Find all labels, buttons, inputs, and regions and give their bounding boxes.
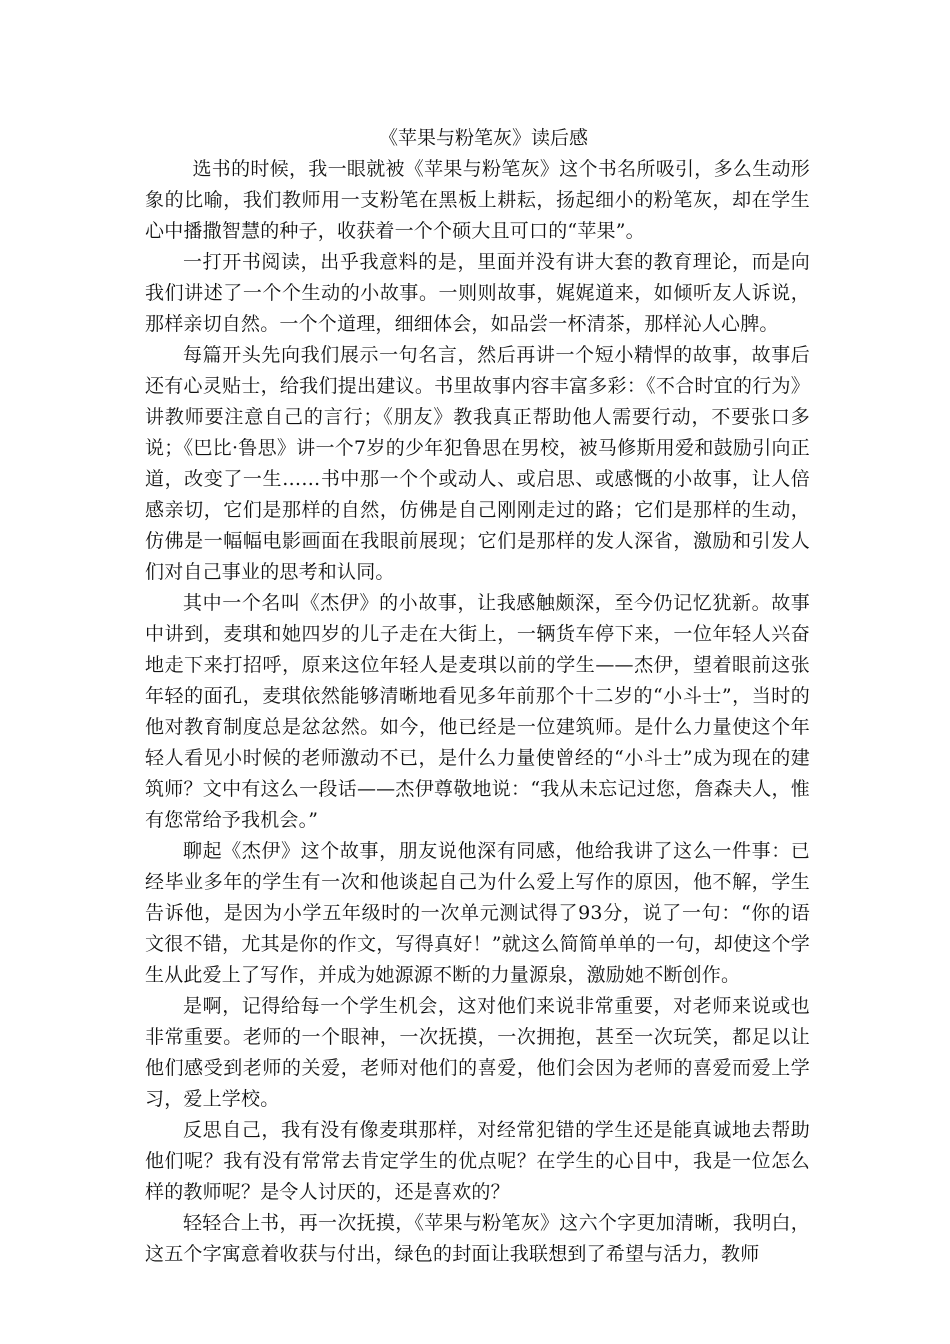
- paragraph-1: 选书的时候，我一眼就被《苹果与粉笔灰》这个书名所吸引，多么生动形象的比喻，我们教师用一支粉笔在黑板上耕耘，扬起细小的粉笔灰，却在学生心中播撒智慧的种子，收获着一个个硕大且可口的“苹果”。: [145, 158, 810, 242]
- document-title: 《苹果与粉笔灰》读后感: [378, 127, 588, 149]
- paragraph-3: 每篇开头先向我们展示一句名言，然后再讲一个短小精悍的故事，故事后还有心灵贴士，给我们提出建议。书里故事内容丰富多彩：《不合时宜的行为》讲教师要注意自己的言行；《朋友》教我真正帮助他人需要行动，不要张口多说；《巴比·鲁思》讲一个7岁的少年犯鲁思在男校，被马修斯用爱和鼓励引向正道，改变了一生……书中那一个个或动人、或启思、或感慨的小故事，让人倍感亲切，它们是那样的自然，仿佛是自己刚刚走过的路；它们是那样的生动，仿佛是一幅幅电影画面在我眼前展现；它们是那样的发人深省，激励和引发人们对自己事业的思考和认同。: [145, 344, 810, 583]
- paragraph-5: 聊起《杰伊》这个故事，朋友说他深有同感，他给我讲了这么一件事：已经毕业多年的学生有一次和他谈起自己为什么爱上写作的原因，他不解，学生告诉他，是因为小学五年级时的一次单元测试得了93分，说了一句：“你的语文很不错，尤其是你的作文，写得真好！”就这么简简单单的一句，却使这个学生从此爱上了写作，并成为她源源不断的力量源泉，激励她不断创作。: [145, 840, 810, 986]
- paragraph-2: 一打开书阅读，出乎我意料的是，里面并没有讲大套的教育理论，而是向我们讲述了一个个生动的小故事。一则则故事，娓娓道来，如倾听友人诉说，那样亲切自然。一个个道理，细细体会，如品尝一杯清茶，那样沁人心脾。: [145, 251, 810, 335]
- paragraph-8: 轻轻合上书，再一次抚摸，《苹果与粉笔灰》这六个字更加清晰，我明白，这五个字寓意着收获与付出，绿色的封面让我联想到了希望与活力，教师: [145, 1212, 810, 1265]
- document-page: [145, 122, 810, 1270]
- paragraph-4: 其中一个名叫《杰伊》的小故事，让我感触颇深，至今仍记忆犹新。故事中讲到，麦琪和她四岁的儿子走在大街上，一辆货车停下来，一位年轻人兴奋地走下来打招呼，原来这位年轻人是麦琪以前的学生——杰伊，望着眼前这张年轻的面孔，麦琪依然能够清晰地看见多年前那个十二岁的“小斗士”，当时的他对教育制度总是忿忿然。如今，他已经是一位建筑师。是什么力量使这个年轻人看见小时候的老师激动不已，是什么力量使曾经的“小斗士”成为现在的建筑师？文中有这么一段话——杰伊尊敬地说：“我从未忘记过您，詹森夫人，惟有您常给予我机会。”: [145, 592, 810, 831]
- paragraph-6: 是啊，记得给每一个学生机会，这对他们来说非常重要，对老师来说或也非常重要。老师的一个眼神，一次抚摸，一次拥抱，甚至一次玩笑，都足以让他们感受到老师的关爱，老师对他们的喜爱，他们会因为老师的喜爱而爱上学习，爱上学校。: [145, 995, 810, 1110]
- paragraph-7: 反思自己，我有没有像麦琪那样，对经常犯错的学生还是能真诚地去帮助他们呢？我有没有常常去肯定学生的优点呢？在学生的心目中，我是一位怎么样的教师呢？是令人讨厌的，还是喜欢的？: [145, 1119, 810, 1203]
